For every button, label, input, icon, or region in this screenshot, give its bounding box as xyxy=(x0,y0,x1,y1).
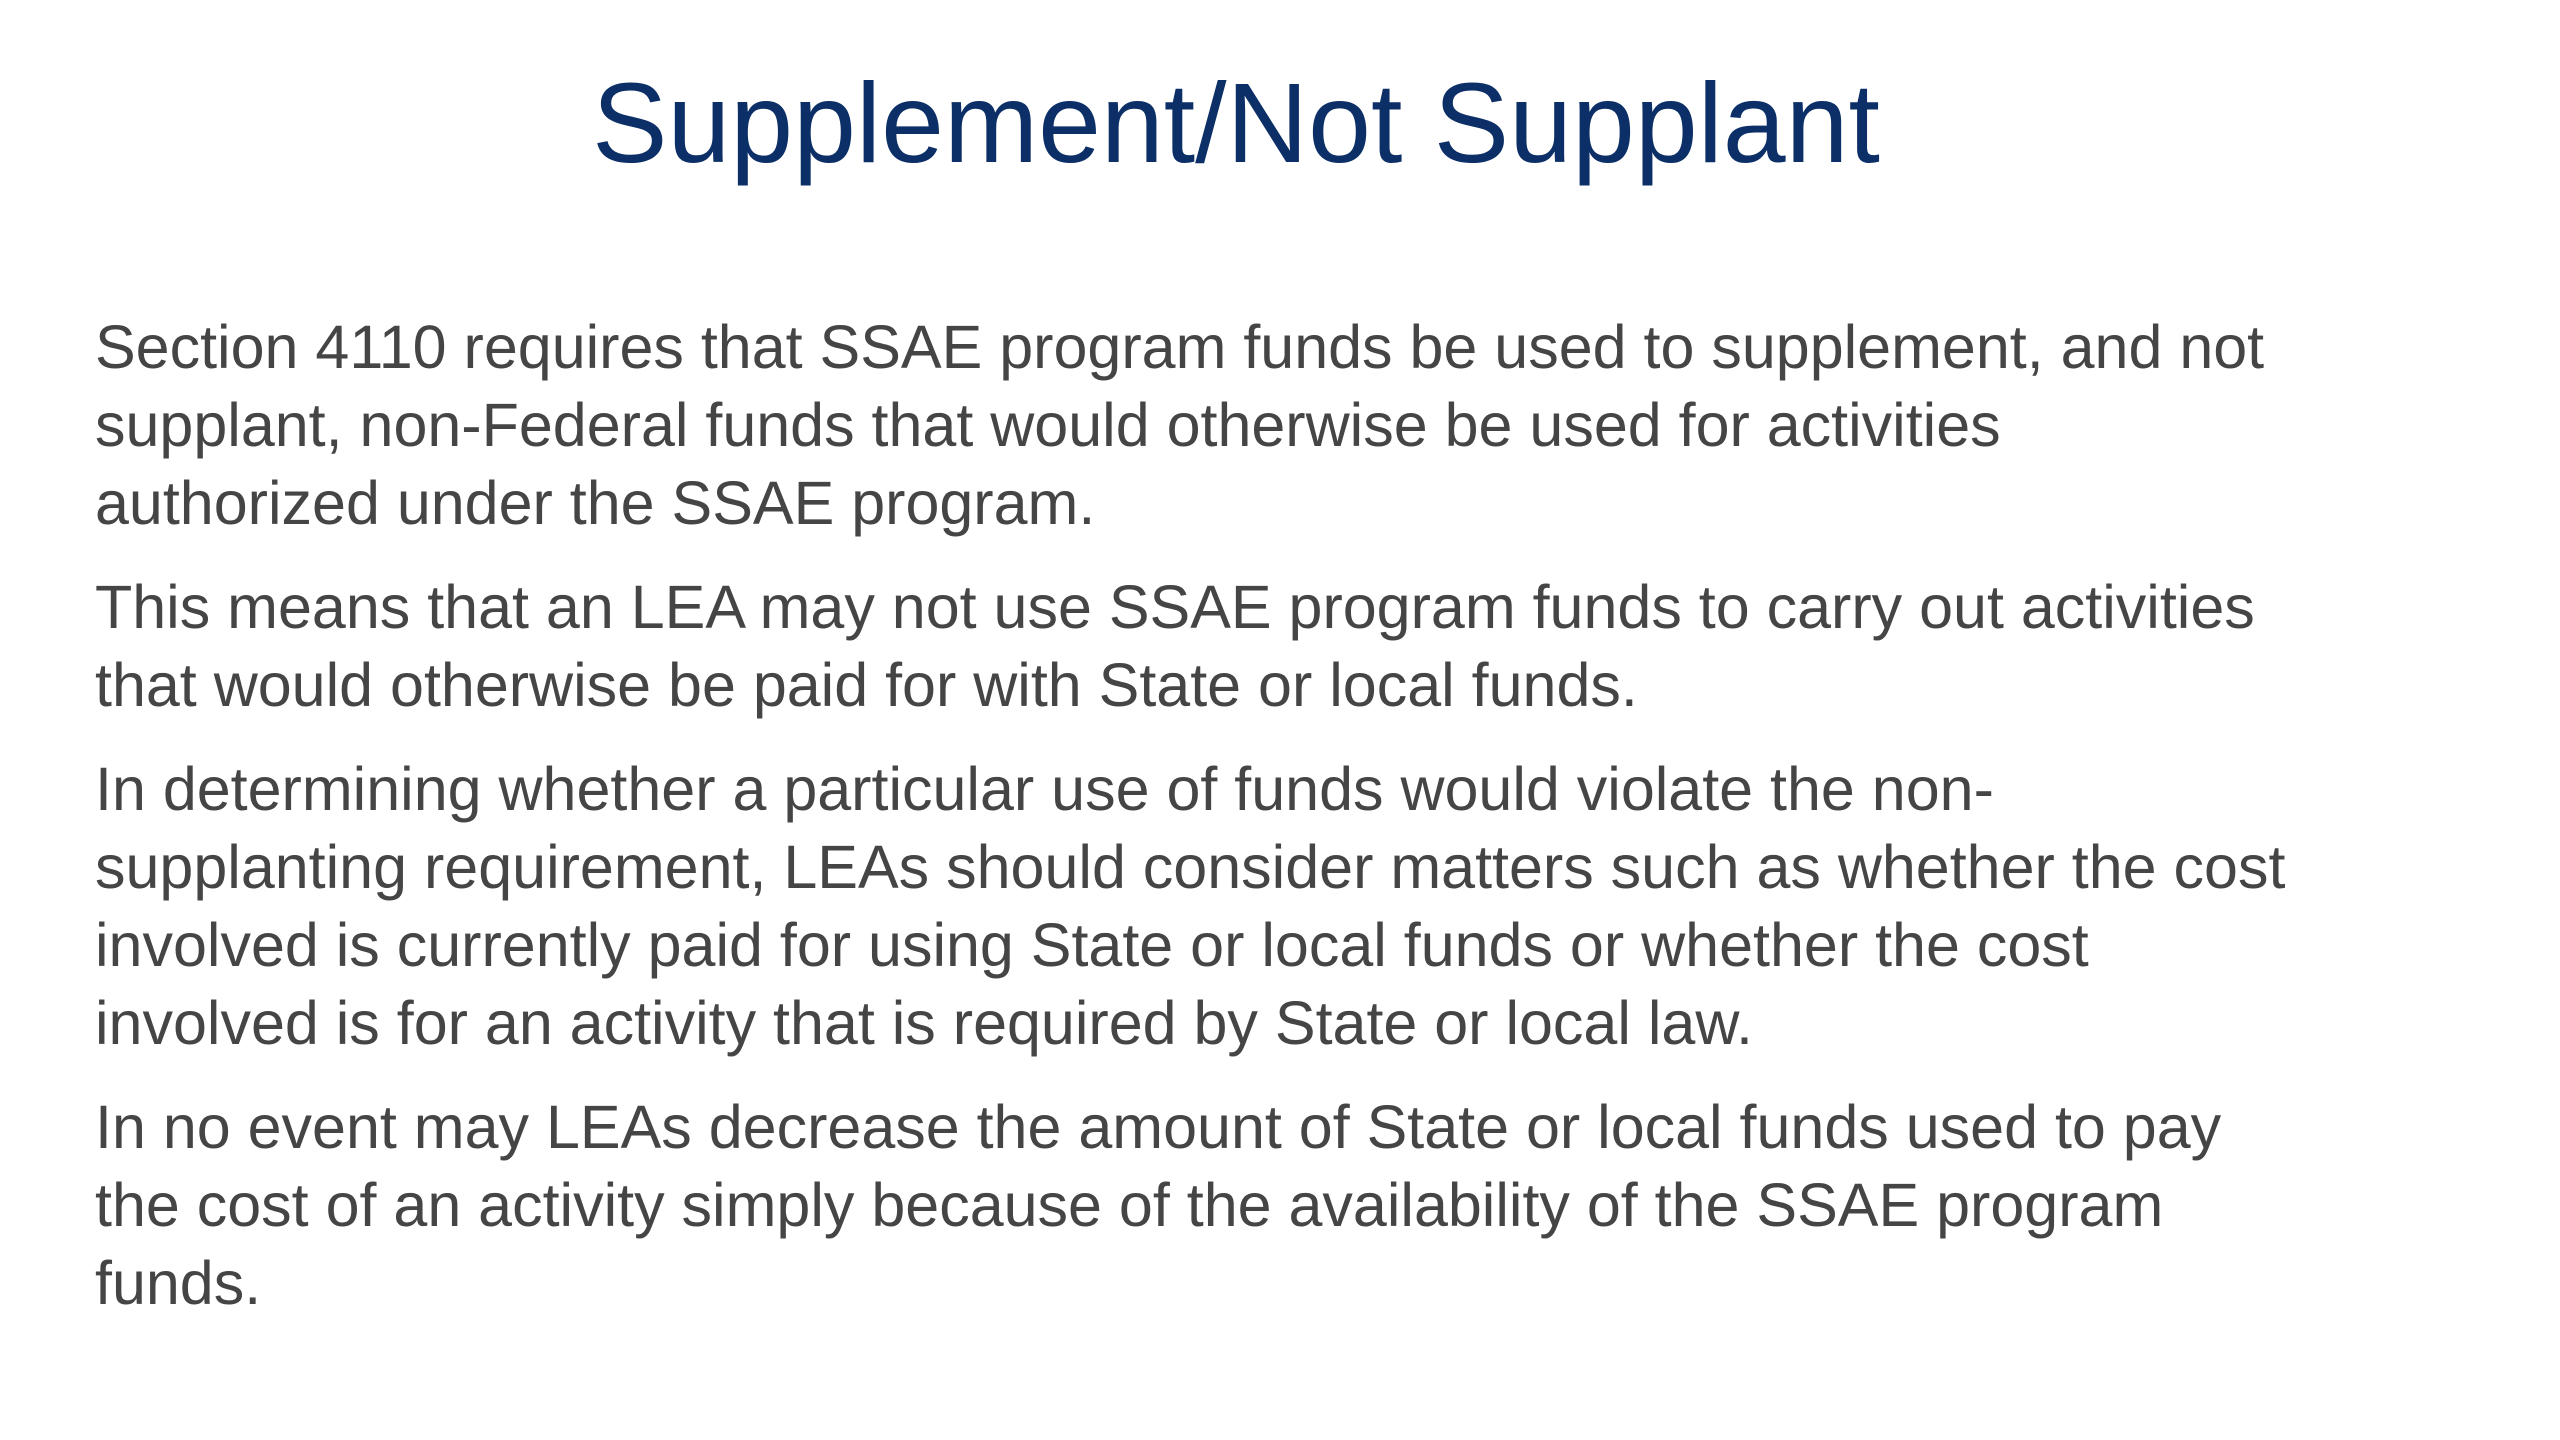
paragraph-determining-violation xyxy=(95,750,2495,1062)
slide-body xyxy=(95,308,2495,1348)
paragraph-lea-meaning xyxy=(95,568,2495,724)
paragraph-line: supplanting requirement, LEAs should consider matters such as whether the cost xyxy=(95,833,2286,901)
paragraph-line: supplant, non-Federal funds that would otherwise be used for activities xyxy=(95,391,2001,459)
slide-title: Supplement/Not Supplant xyxy=(592,60,1880,186)
paragraph-line: involved is for an activity that is required by State or local law. xyxy=(95,989,1753,1057)
paragraph-line: In determining whether a particular use of funds would violate the non- xyxy=(95,755,1994,823)
paragraph-section-4110 xyxy=(95,308,2495,542)
paragraph-line: In no event may LEAs decrease the amount of State or local funds used to pay xyxy=(95,1093,2222,1161)
paragraph-no-decrease xyxy=(95,1088,2495,1322)
paragraph-line: involved is currently paid for using State or local funds or whether the cost xyxy=(95,911,2089,979)
paragraph-line: funds. xyxy=(95,1249,262,1317)
paragraph-line: that would otherwise be paid for with State or local funds. xyxy=(95,651,1638,719)
paragraph-line: the cost of an activity simply because of the availability of the SSAE program xyxy=(95,1171,2164,1239)
paragraph-line: This means that an LEA may not use SSAE program funds to carry out activities xyxy=(95,573,2255,641)
paragraph-line: authorized under the SSAE program. xyxy=(95,469,1096,537)
paragraph-line: Section 4110 requires that SSAE program funds be used to supplement, and not xyxy=(95,313,2265,381)
